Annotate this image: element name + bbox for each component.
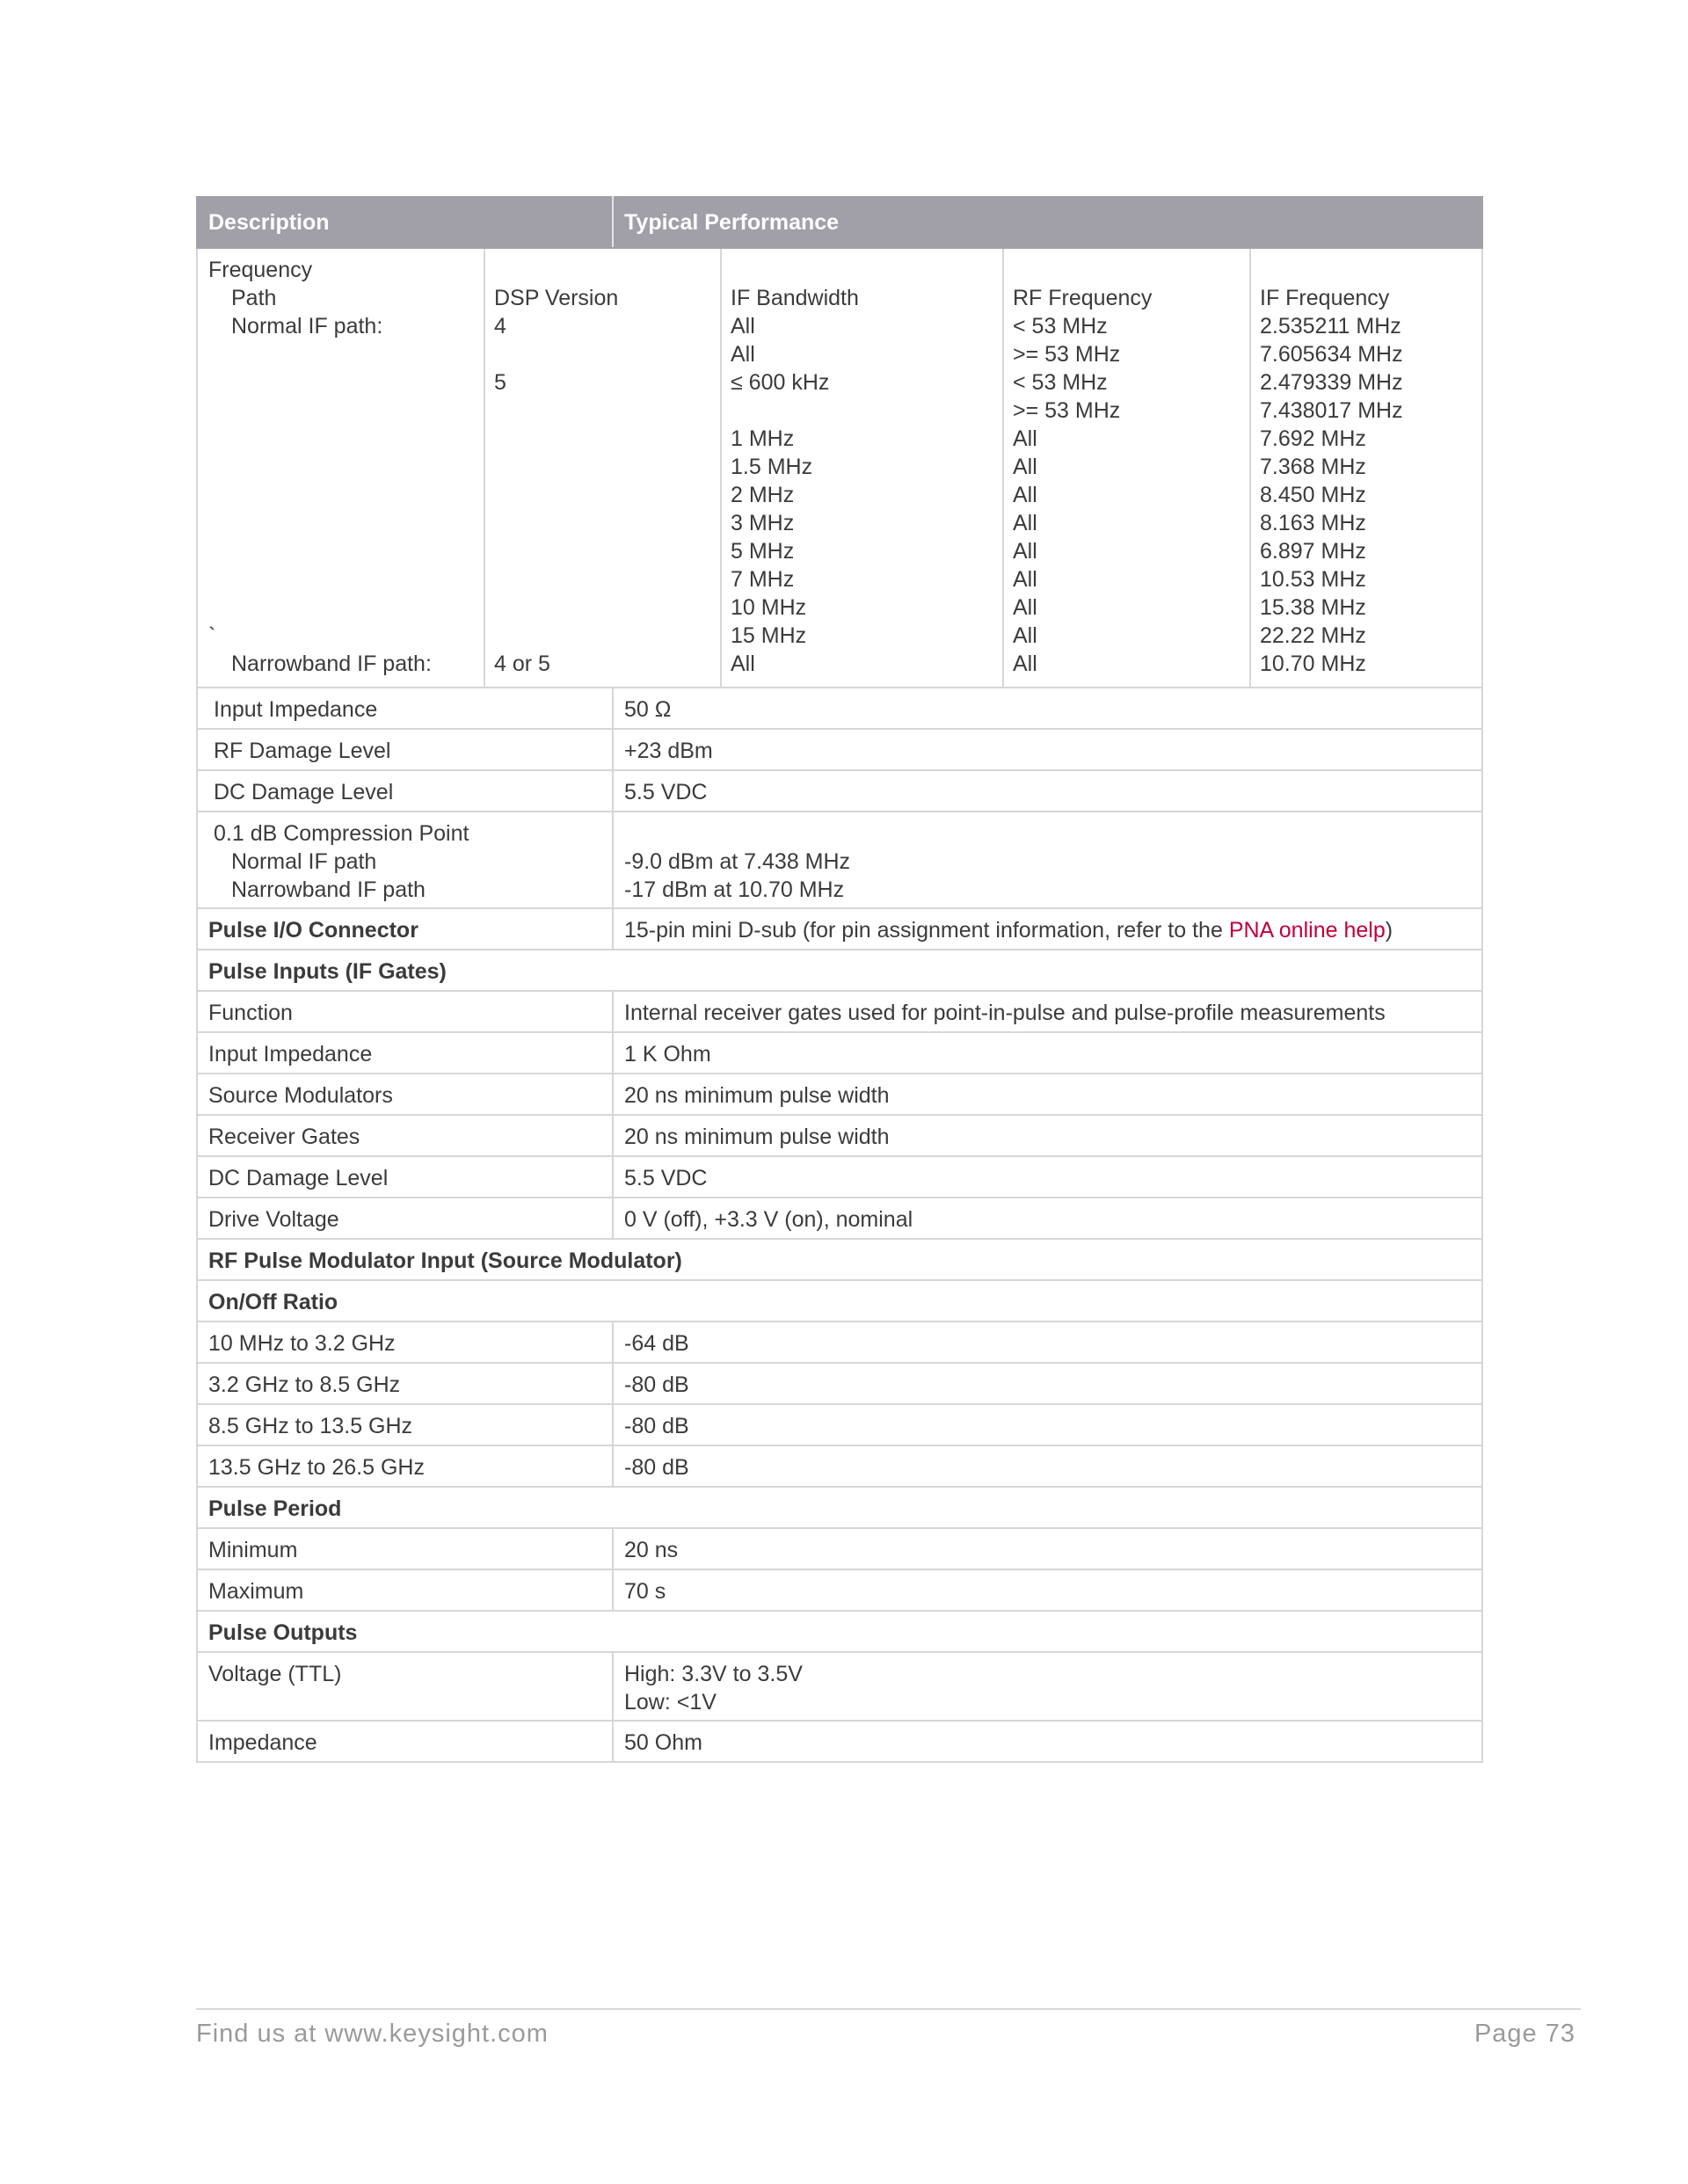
section-header-row	[197, 1611, 1482, 1652]
if-frequency-value: 15.38 MHz	[1260, 595, 1366, 620]
specifications-table	[196, 196, 1483, 1763]
row-label: RF Damage Level	[197, 729, 613, 770]
rf-frequency-header: RF Frequency	[1013, 286, 1153, 310]
row-value: 0 V (off), +3.3 V (on), nominal	[613, 1198, 1482, 1239]
row-value: 20 ns minimum pulse width	[613, 1074, 1482, 1115]
row-value: 5.5 VDC	[613, 770, 1482, 812]
if-frequency-value: 10.53 MHz	[1260, 567, 1366, 592]
if-frequency-value: 8.450 MHz	[1260, 483, 1366, 507]
dsp-version-value: 4 or 5	[494, 652, 550, 676]
if-frequency-value: 7.605634 MHz	[1260, 342, 1403, 367]
table-row	[197, 1321, 1482, 1363]
if-frequency-value: 2.479339 MHz	[1260, 370, 1403, 395]
if-bandwidth-value: 7 MHz	[731, 567, 795, 592]
normal-if-path-label: Normal IF path:	[231, 314, 383, 339]
frequency-label-column	[198, 249, 485, 687]
row-label: Function	[197, 991, 613, 1032]
header-description: Description	[197, 197, 613, 248]
rf-frequency-value: >= 53 MHz	[1013, 398, 1121, 423]
pulse-io-text: 15-pin mini D-sub (for pin assignment information, refer to the	[624, 918, 1229, 943]
if-frequency-value: 2.535211 MHz	[1260, 314, 1401, 339]
row-label: 10 MHz to 3.2 GHz	[197, 1321, 613, 1363]
row-label: Drive Voltage	[197, 1198, 613, 1239]
table-row	[197, 1156, 1482, 1198]
if-bandwidth-value: ≤ 600 kHz	[731, 370, 830, 395]
path-label: Path	[231, 286, 277, 310]
if-bandwidth-value: All	[731, 314, 755, 339]
rf-frequency-value: All	[1013, 539, 1037, 564]
dsp-version-header: DSP Version	[494, 286, 619, 310]
section-header-row	[197, 950, 1482, 991]
row-label: DC Damage Level	[197, 1156, 613, 1198]
table-row	[197, 729, 1482, 770]
section-title: Pulse Outputs	[197, 1611, 1482, 1652]
rf-frequency-value: < 53 MHz	[1013, 314, 1108, 339]
if-bandwidth-header: IF Bandwidth	[731, 286, 859, 310]
row-label: Minimum	[197, 1528, 613, 1569]
voltage-low: Low: <1V	[624, 1690, 717, 1714]
table-row	[197, 770, 1482, 812]
row-label: Pulse I/O Connector	[197, 908, 613, 950]
section-title: Pulse Inputs (IF Gates)	[197, 950, 1482, 991]
section-title: RF Pulse Modulator Input (Source Modulator)	[197, 1239, 1482, 1280]
pna-online-help-link[interactable]: PNA online help	[1228, 918, 1386, 943]
if-bandwidth-value: 1 MHz	[731, 426, 795, 451]
row-label: Input Impedance	[197, 688, 613, 729]
section-header-row	[197, 1280, 1482, 1321]
if-bandwidth-value: All	[731, 652, 755, 676]
table-row	[197, 1528, 1482, 1569]
row-label: Receiver Gates	[197, 1115, 613, 1156]
row-label: Impedance	[197, 1721, 613, 1762]
row-label: Voltage (TTL)	[197, 1652, 613, 1721]
rf-frequency-value: All	[1013, 426, 1037, 451]
table-row	[197, 812, 1482, 908]
row-label: 8.5 GHz to 13.5 GHz	[197, 1404, 613, 1445]
footer-website[interactable]: Find us at www.keysight.com	[196, 2020, 549, 2048]
frequency-row	[197, 248, 1482, 688]
table-row	[197, 908, 1482, 950]
table-row	[197, 1115, 1482, 1156]
compression-value-cell	[613, 812, 1482, 908]
row-label: DC Damage Level	[197, 770, 613, 812]
compression-narrow-value: -17 dBm at 10.70 MHz	[624, 877, 845, 902]
row-label: 3.2 GHz to 8.5 GHz	[197, 1363, 613, 1404]
rf-frequency-value: < 53 MHz	[1013, 370, 1108, 395]
row-value: -80 dB	[613, 1404, 1482, 1445]
row-value: -80 dB	[613, 1445, 1482, 1487]
table-row	[197, 1363, 1482, 1404]
row-value: 70 s	[613, 1569, 1482, 1611]
voltage-high: High: 3.3V to 3.5V	[624, 1662, 803, 1686]
compression-label-cell	[197, 812, 613, 908]
rf-frequency-column	[1004, 249, 1251, 687]
page-number: Page 73	[1473, 2020, 1575, 2048]
table-row	[197, 991, 1482, 1032]
if-frequency-value: 8.163 MHz	[1260, 511, 1366, 535]
rf-frequency-value: All	[1013, 567, 1037, 592]
if-bandwidth-value: 3 MHz	[731, 511, 795, 535]
if-bandwidth-value: 5 MHz	[731, 539, 795, 564]
table-row	[197, 1404, 1482, 1445]
rf-frequency-value: All	[1013, 455, 1037, 479]
rf-frequency-value: All	[1013, 511, 1037, 535]
table-row	[197, 1198, 1482, 1239]
table-row	[197, 1074, 1482, 1115]
if-frequency-value: 7.692 MHz	[1260, 426, 1366, 451]
row-value: Internal receiver gates used for point-in-pulse and pulse-profile measurements	[613, 991, 1482, 1032]
row-value: 20 ns minimum pulse width	[613, 1115, 1482, 1156]
table-row	[197, 1721, 1482, 1762]
dsp-version-value: 5	[494, 370, 506, 395]
if-bandwidth-column	[722, 249, 1004, 687]
if-bandwidth-value: 15 MHz	[731, 623, 807, 648]
frequency-subtable	[198, 249, 1460, 687]
row-label: Input Impedance	[197, 1032, 613, 1074]
rf-frequency-value: All	[1013, 623, 1037, 648]
dsp-version-column	[485, 249, 722, 687]
footer-divider	[196, 2008, 1581, 2010]
if-frequency-value: 7.438017 MHz	[1260, 398, 1403, 423]
row-label: Maximum	[197, 1569, 613, 1611]
compression-narrow-label: Narrowband IF path	[231, 877, 426, 902]
if-frequency-value: 6.897 MHz	[1260, 539, 1366, 564]
row-value: 50 Ω	[613, 688, 1482, 729]
row-label: Source Modulators	[197, 1074, 613, 1115]
table-row	[197, 1032, 1482, 1074]
if-frequency-column	[1251, 249, 1460, 687]
narrowband-if-path-label: Narrowband IF path:	[231, 652, 432, 676]
row-value: -80 dB	[613, 1363, 1482, 1404]
rf-frequency-value: All	[1013, 595, 1037, 620]
rf-frequency-value: >= 53 MHz	[1013, 342, 1121, 367]
if-frequency-header: IF Frequency	[1260, 286, 1390, 310]
dsp-version-value: 4	[494, 314, 506, 339]
compression-normal-value: -9.0 dBm at 7.438 MHz	[624, 849, 851, 874]
row-value: +23 dBm	[613, 729, 1482, 770]
compression-label: 0.1 dB Compression Point	[214, 821, 469, 846]
section-header-row	[197, 1239, 1482, 1280]
if-bandwidth-value: All	[731, 342, 755, 367]
table-row	[197, 688, 1482, 729]
compression-normal-label: Normal IF path	[231, 849, 377, 874]
section-header-row	[197, 1487, 1482, 1528]
section-title: On/Off Ratio	[197, 1280, 1482, 1321]
row-value: 1 K Ohm	[613, 1032, 1482, 1074]
table-row	[197, 1445, 1482, 1487]
row-value: 50 Ohm	[613, 1721, 1482, 1762]
header-typical-performance: Typical Performance	[613, 197, 1482, 248]
row-value: 5.5 VDC	[613, 1156, 1482, 1198]
row-label: 13.5 GHz to 26.5 GHz	[197, 1445, 613, 1487]
voltage-value-cell	[613, 1652, 1482, 1721]
rf-frequency-value: All	[1013, 652, 1037, 676]
if-bandwidth-value: 2 MHz	[731, 483, 795, 507]
table-row	[197, 1652, 1482, 1721]
if-bandwidth-value: 1.5 MHz	[731, 455, 813, 479]
row-value: 20 ns	[613, 1528, 1482, 1569]
if-bandwidth-value: 10 MHz	[731, 595, 807, 620]
row-value: -64 dB	[613, 1321, 1482, 1363]
if-frequency-value: 7.368 MHz	[1260, 455, 1366, 479]
section-title: Pulse Period	[197, 1487, 1482, 1528]
if-frequency-value: 22.22 MHz	[1260, 623, 1366, 648]
frequency-label: Frequency	[208, 258, 313, 282]
table-row	[197, 1569, 1482, 1611]
pulse-io-suffix: )	[1385, 918, 1393, 943]
if-frequency-value: 10.70 MHz	[1260, 652, 1366, 676]
pulse-io-value	[613, 908, 1482, 950]
rf-frequency-value: All	[1013, 483, 1037, 507]
table-header-row	[197, 197, 1482, 248]
stray-mark: `	[208, 623, 216, 648]
